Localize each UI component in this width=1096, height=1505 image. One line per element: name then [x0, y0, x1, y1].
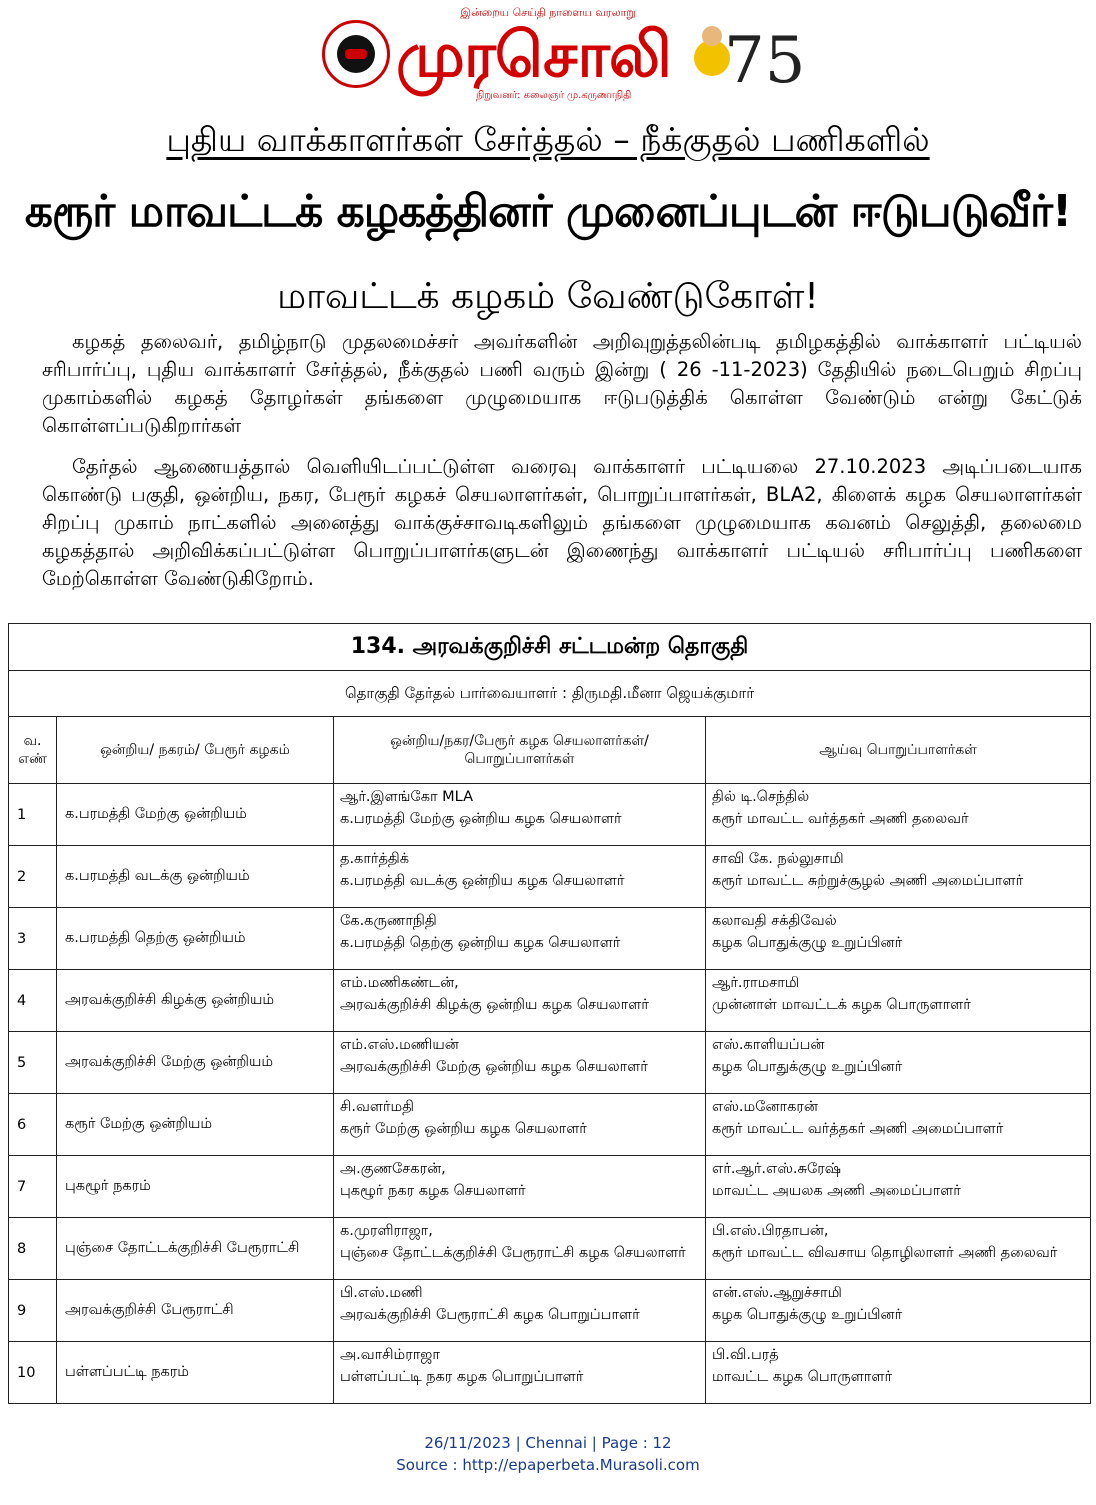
table-row: [9, 1032, 1090, 1094]
cell-unit: க.பரமத்தி வடக்கு ஒன்றியம்: [57, 846, 334, 907]
cell-unit: அரவக்குறிச்சி மேற்கு ஒன்றியம்: [57, 1032, 334, 1093]
secretary-role: அரவக்குறிச்சி மேற்கு ஒன்றிய கழக செயலாளர்: [340, 1059, 648, 1075]
reviewer-role: முன்னாள் மாவட்டக் கழக பொருளாளர்: [712, 997, 971, 1013]
cell-secretary: [334, 1032, 706, 1093]
cell-reviewer: [706, 1032, 1090, 1093]
cell-unit: க.பரமத்தி மேற்கு ஒன்றியம்: [57, 784, 334, 845]
table-row: [9, 1342, 1090, 1403]
cell-reviewer: [706, 1094, 1090, 1155]
cell-unit: புஞ்சை தோட்டக்குறிச்சி பேரூராட்சி: [57, 1218, 334, 1279]
reviewer-role: கழக பொதுக்குழு உறுப்பினர்: [712, 1307, 903, 1323]
cell-reviewer: [706, 970, 1090, 1031]
paragraph-1: [42, 328, 1082, 440]
masthead-tagline: இன்றைய செய்தி நாளைய வரலாறு: [460, 6, 636, 19]
reviewer-name: சாவி கே. நல்லுசாமி: [712, 851, 844, 867]
secretary-name: அ.குணசேகரன்,: [340, 1161, 446, 1177]
cell-secretary: [334, 846, 706, 907]
reviewer-role: கரூர் மாவட்ட வர்த்தகர் அணி தலைவர்: [712, 811, 969, 827]
paragraph-1-text: கழகத் தலைவர், தமிழ்நாடு முதலமைச்சர் அவர்களின் அறிவுறுத்தலின்படி தமிழகத்தில் வாக்காளர் பட்டியல் சரிபார்ப்பு, புதிய வாக்காளர் சேர்த்தல், நீக்குதல் பணி வரும் இன்று ( 26 -11-2023) தேதியில் நடைபெறும் சிறப்பு முகாம்களில் கழகத் தோழர்கள் தங்களை முழுமையாக ஈடுபடுத்திக் கொள்ள வேண்டும் என்று கேட்டுக் கொள்ளப்படுகிறார்கள்: [42, 330, 1082, 437]
secretary-name: ஆர்.இளங்கோ MLA: [340, 789, 474, 805]
cell-reviewer: [706, 1280, 1090, 1341]
reviewer-name: பி.எஸ்.பிரதாபன்,: [712, 1223, 829, 1239]
anniversary-number: 75: [724, 24, 806, 98]
cell-serial: 6: [9, 1094, 57, 1155]
cell-secretary: [334, 970, 706, 1031]
secretary-name: எம்.எஸ்.மணியன்: [340, 1037, 459, 1053]
reviewer-role: கழக பொதுக்குழு உறுப்பினர்: [712, 935, 903, 951]
logo-subtitle: நிறுவனர்: கலைஞர் மு.கருணாநிதி: [476, 90, 632, 101]
paragraph-2-text: தேர்தல் ஆணையத்தால் வெளியிடப்பட்டுள்ள வரைவு வாக்காளர் பட்டியலை 27.10.2023 அடிப்படையாக கொண்டு பகுதி, ஒன்றிய, நகர, பேரூர் கழகச் செயலாளர்கள், பொறுப்பாளர்கள், BLA2, கிளைக் கழக செயலாளர்கள் சிறப்பு முகாம் நாட்களில் அனைத்து வாக்குச்சாவடிகளிலும் தங்களை முழுமையாக கவனம் செலுத்தி, தலைமை கழகத்தால் அறிவிக்கப்பட்டுள்ள பொறுப்பாளர்களுடன் இணைந்து வாக்காளர் பட்டியல் சரிபார்ப்பு பணிகளை மேற்கொள்ள வேண்டுகிறோம்.: [42, 455, 1082, 590]
newspaper-logo: முரசொலி: [396, 18, 671, 91]
table-row: [9, 1156, 1090, 1218]
table-row: [9, 784, 1090, 846]
secretary-role: அரவக்குறிச்சி கிழக்கு ஒன்றிய கழக செயலாளர்: [340, 997, 649, 1013]
cell-unit: அரவக்குறிச்சி கிழக்கு ஒன்றியம்: [57, 970, 334, 1031]
cell-secretary: [334, 1094, 706, 1155]
headline-main: கரூர் மாவட்டக் கழகத்தினர் முனைப்புடன் ஈடுபடுவீர்!: [24, 186, 1072, 237]
cell-unit: கரூர் மேற்கு ஒன்றியம்: [57, 1094, 334, 1155]
secretary-role: க.பரமத்தி மேற்கு ஒன்றிய கழக செயலாளர்: [340, 811, 622, 827]
reviewer-role: கரூர் மாவட்ட சுற்றுச்சூழல் அணி அமைப்பாளர்: [712, 873, 1024, 889]
cell-serial: 1: [9, 784, 57, 845]
secretary-name: சி.வளர்மதி: [340, 1099, 415, 1115]
secretary-name: கே.கருணாநிதி: [340, 913, 437, 929]
reviewer-name: ஆர்.ராமசாமி: [712, 975, 800, 991]
party-emblem-icon: [322, 20, 390, 88]
cell-serial: 9: [9, 1280, 57, 1341]
headline-kicker: புதிய வாக்காளர்கள் சேர்த்தல் – நீக்குதல் பணிகளில்: [166, 120, 930, 159]
cell-secretary: [334, 784, 706, 845]
cell-secretary: [334, 1280, 706, 1341]
reviewer-name: எர்.ஆர்.எஸ்.சுரேஷ்: [712, 1161, 841, 1177]
table-row: [9, 1280, 1090, 1342]
cell-reviewer: [706, 846, 1090, 907]
cell-unit: பள்ளப்பட்டி நகரம்: [57, 1342, 334, 1403]
secretary-name: அ.வாசிம்ராஜா: [340, 1347, 440, 1363]
footer-source-line: Source : http://epaperbeta.Murasoli.com: [396, 1456, 700, 1474]
header-unit: ஒன்றிய/ நகரம்/ பேரூர் கழகம்: [57, 717, 334, 783]
cell-reviewer: [706, 908, 1090, 969]
secretary-role: புகழூர் நகர கழக செயலாளர்: [340, 1183, 526, 1199]
reviewer-name: கலாவதி சக்திவேல்: [712, 913, 837, 929]
secretary-role: அரவக்குறிச்சி பேரூராட்சி கழக பொறுப்பாளர்: [340, 1307, 640, 1323]
secretary-role: க.பரமத்தி வடக்கு ஒன்றிய கழக செயலாளர்: [340, 873, 625, 889]
reviewer-role: கரூர் மாவட்ட வர்த்தகர் அணி அமைப்பாளர்: [712, 1121, 1004, 1137]
reviewer-role: மாவட்ட கழக பொருளாளர்: [712, 1369, 893, 1385]
header-reviewer: ஆய்வு பொறுப்பாளர்கள்: [819, 742, 977, 758]
paragraph-2: [42, 453, 1082, 593]
headline-sub: மாவட்டக் கழகம் வேண்டுகோள்!: [277, 276, 819, 317]
reviewer-name: தில் டி.செந்தில்: [712, 789, 810, 805]
table-title: 134. அரவக்குறிச்சி சட்டமன்ற தொகுதி: [9, 624, 1090, 671]
reviewer-name: என்.எஸ்.ஆறுச்சாமி: [712, 1285, 842, 1301]
cell-unit: புகழூர் நகரம்: [57, 1156, 334, 1217]
cell-secretary: [334, 1342, 706, 1403]
table-header-row: [9, 717, 1090, 784]
table-row: [9, 1094, 1090, 1156]
cell-reviewer: [706, 1342, 1090, 1403]
secretary-name: க.முரளிராஜா,: [340, 1223, 433, 1239]
secretary-role: கரூர் மேற்கு ஒன்றிய கழக செயலாளர்: [340, 1121, 587, 1137]
cell-secretary: [334, 908, 706, 969]
cell-serial: 7: [9, 1156, 57, 1217]
header-serial: வ. எண்: [9, 717, 57, 783]
table-row: [9, 846, 1090, 908]
table-row: [9, 1218, 1090, 1280]
secretary-role: புஞ்சை தோட்டக்குறிச்சி பேரூராட்சி கழக செயலாளர்: [340, 1245, 686, 1261]
anniversary-75-icon: [690, 10, 806, 98]
header-secretary: ஒன்றிய/நகர/பேரூர் கழக செயலாளர்கள்/ பொறுப்பாளர்கள்: [334, 717, 706, 783]
cell-serial: 5: [9, 1032, 57, 1093]
cell-serial: 2: [9, 846, 57, 907]
table-observer: தொகுதி தேர்தல் பார்வையாளர் : திருமதி.மீனா ஜெயக்குமார்: [9, 671, 1090, 717]
reviewer-role: கழக பொதுக்குழு உறுப்பினர்: [712, 1059, 903, 1075]
constituency-table: [8, 623, 1091, 1404]
cell-secretary: [334, 1218, 706, 1279]
secretary-name: த.கார்த்திக்: [340, 851, 410, 867]
secretary-name: எம்.மணிகண்டன்,: [340, 975, 459, 991]
cell-serial: 10: [9, 1342, 57, 1403]
reviewer-name: பி.வி.பரத்: [712, 1347, 779, 1363]
reviewer-role: மாவட்ட அயலக அணி அமைப்பாளர்: [712, 1183, 961, 1199]
reviewer-name: எஸ்.மனோகரன்: [712, 1099, 818, 1115]
cell-serial: 4: [9, 970, 57, 1031]
cell-reviewer: [706, 1218, 1090, 1279]
reviewer-name: எஸ்.காளியப்பன்: [712, 1037, 825, 1053]
cell-serial: 3: [9, 908, 57, 969]
secretary-role: பள்ளப்பட்டி நகர கழக பொறுப்பாளர்: [340, 1369, 584, 1385]
cell-reviewer: [706, 784, 1090, 845]
reviewer-role: கரூர் மாவட்ட விவசாய தொழிலாளர் அணி தலைவர்: [712, 1245, 1058, 1261]
table-row: [9, 908, 1090, 970]
cell-serial: 8: [9, 1218, 57, 1279]
secretary-name: பி.எஸ்.மணி: [340, 1285, 423, 1301]
masthead: [0, 6, 1096, 106]
footer-date-line: 26/11/2023 | Chennai | Page : 12: [424, 1434, 672, 1452]
cell-unit: க.பரமத்தி தெற்கு ஒன்றியம்: [57, 908, 334, 969]
cell-secretary: [334, 1156, 706, 1217]
cell-unit: அரவக்குறிச்சி பேரூராட்சி: [57, 1280, 334, 1341]
cell-reviewer: [706, 1156, 1090, 1217]
secretary-role: க.பரமத்தி தெற்கு ஒன்றிய கழக செயலாளர்: [340, 935, 621, 951]
table-row: [9, 970, 1090, 1032]
